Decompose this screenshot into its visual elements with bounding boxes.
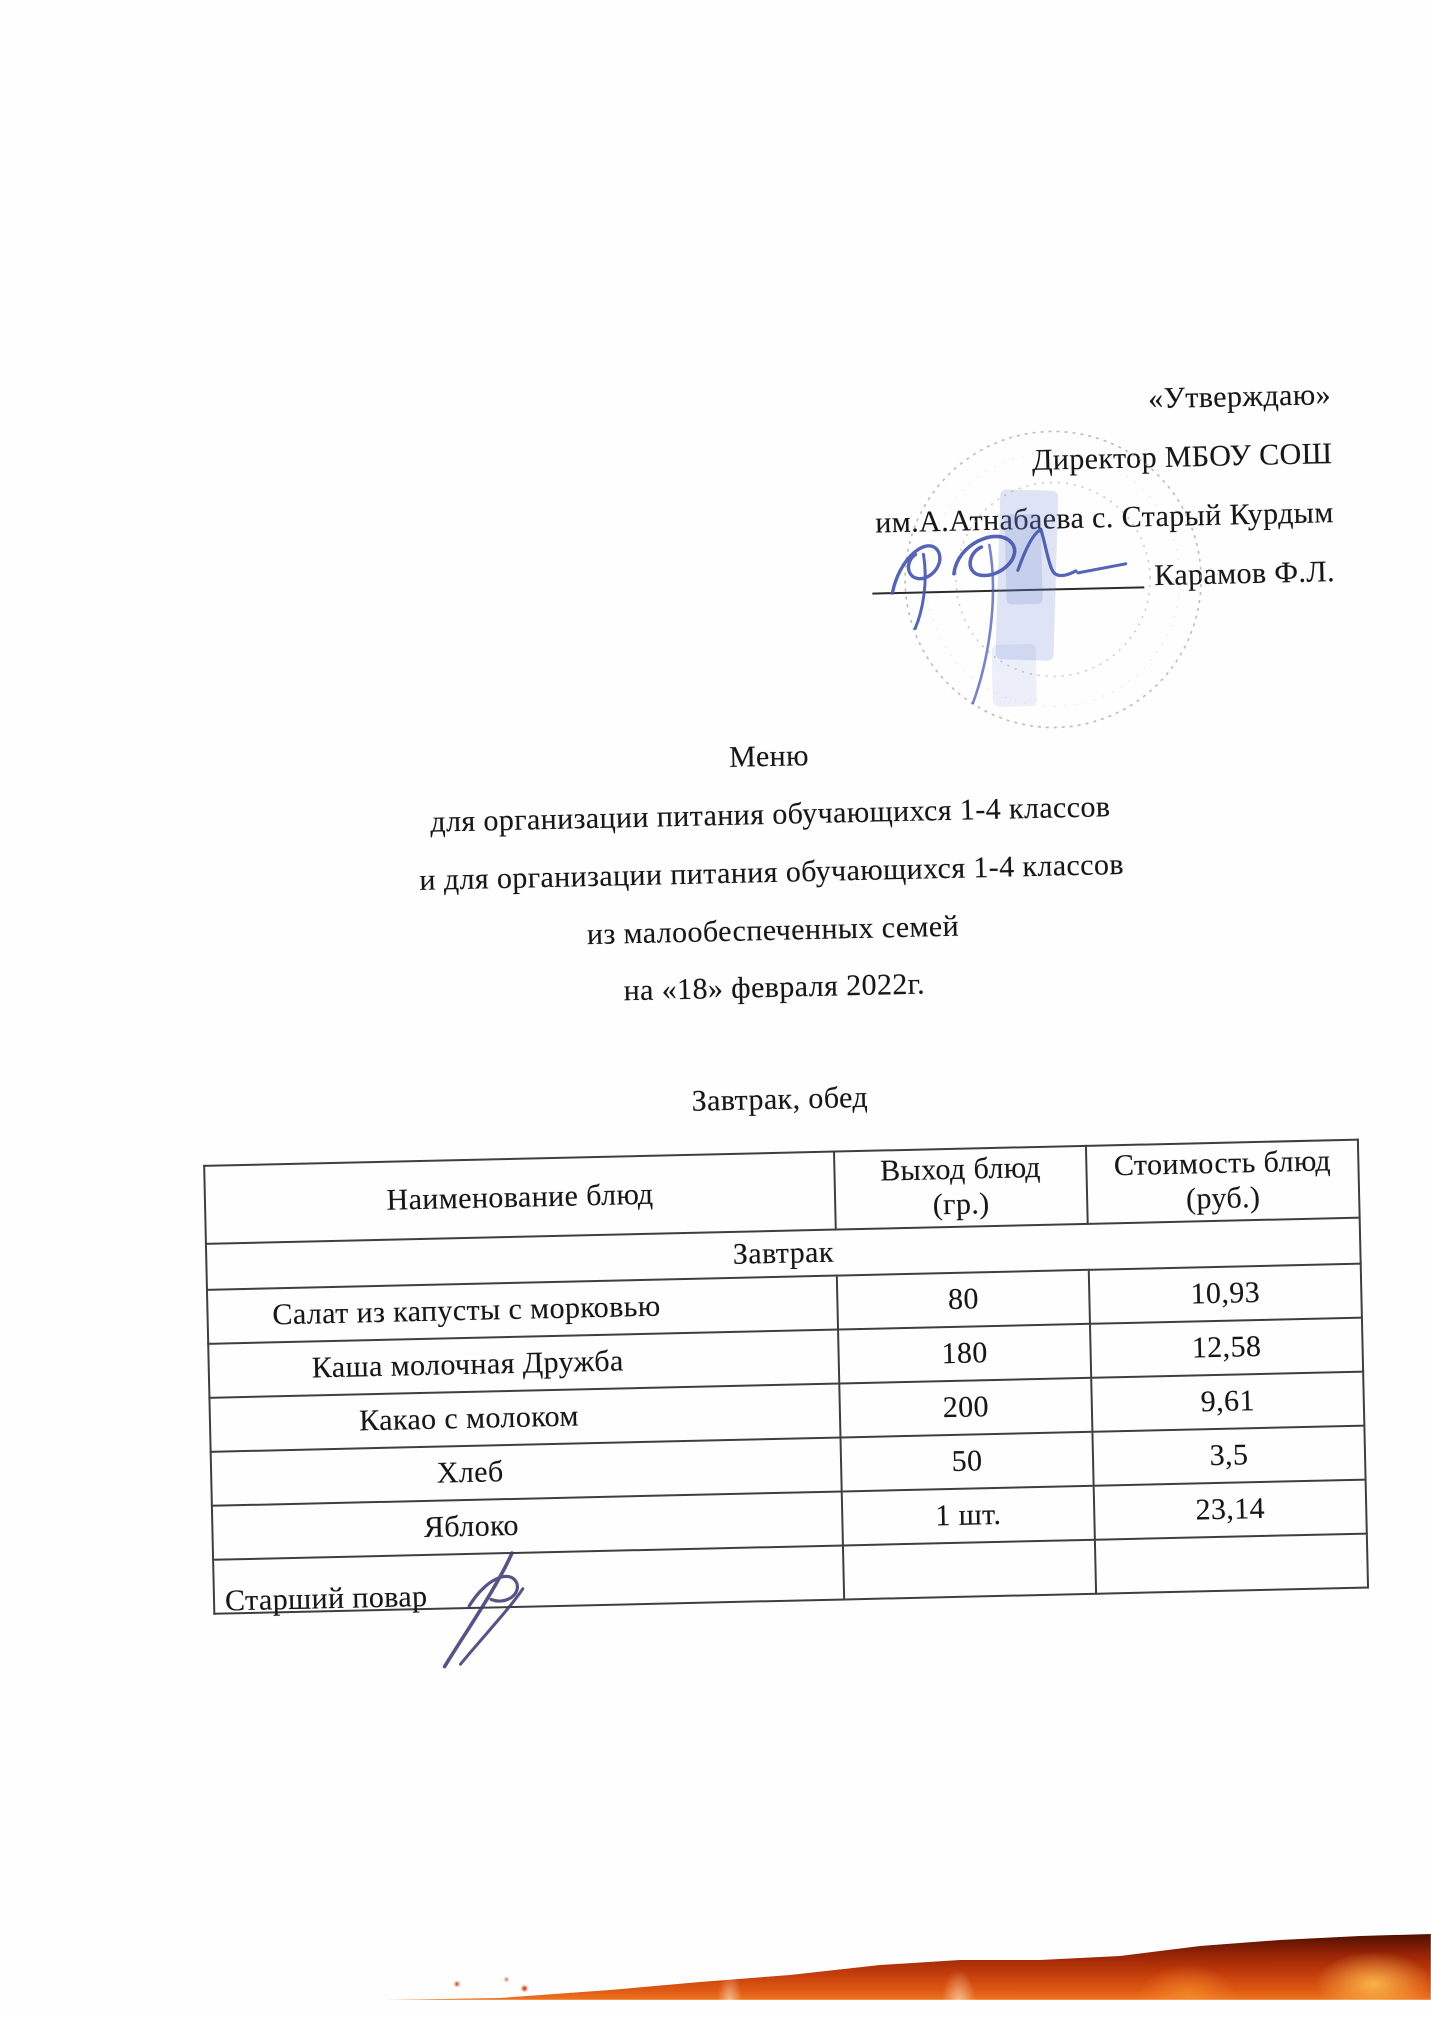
signer-name: Карамов Ф.Л.: [1153, 555, 1336, 593]
stamp-ink-blot: [988, 488, 1063, 707]
cost-cell: 12,58: [1090, 1318, 1363, 1378]
cost-cell: 23,14: [1094, 1480, 1367, 1540]
output-cell: 180: [838, 1324, 1091, 1384]
header-dish-name: [204, 1152, 836, 1244]
dish-name-cell: Салат из капусты с морковью: [207, 1276, 838, 1344]
header-output-unit: (гр.): [932, 1187, 990, 1222]
approval-line-director: Директор МБОУ СОШ: [1031, 437, 1333, 477]
menu-table: [203, 1139, 1369, 1615]
menu-title: Меню: [728, 739, 810, 774]
header-cost: [1086, 1140, 1360, 1224]
cost-cell: 9,61: [1091, 1372, 1364, 1432]
dish-name-cell: Какао с молоком: [209, 1384, 840, 1452]
output-cell: 200: [839, 1378, 1092, 1438]
section-label: Завтрак: [206, 1218, 1361, 1290]
menu-subtitle-3: из малообеспеченных семей: [586, 909, 960, 952]
approval-line-school: им.А.Атнабаева с. Старый Курдым: [874, 496, 1335, 540]
scan-speck: [455, 1982, 459, 1986]
dish-name-cell: Хлеб: [211, 1438, 842, 1506]
cost-cell: 3,5: [1092, 1426, 1365, 1486]
menu-subtitle-1: для организации питания обучающихся 1-4 классов: [429, 790, 1111, 839]
header-cost-unit: (руб.): [1185, 1180, 1261, 1216]
cost-cell: 10,93: [1089, 1264, 1362, 1324]
output-cell: 80: [837, 1270, 1090, 1330]
output-cell: 50: [840, 1432, 1093, 1492]
dish-name-cell: Каша молочная Дружба: [208, 1330, 839, 1398]
approval-line-approve: «Утверждаю»: [1147, 378, 1332, 416]
chef-label: Старший повар: [224, 1579, 428, 1618]
output-cell: 1 шт.: [842, 1486, 1095, 1546]
round-stamp-and-signature: [866, 389, 1275, 798]
header-dish-name-label: Наименование блюд: [386, 1177, 654, 1217]
header-output-label: Выход блюд: [879, 1151, 1042, 1188]
empty-cell: [843, 1540, 1096, 1600]
header-cost-label: Стоимость блюд: [1113, 1144, 1332, 1183]
header-output: [834, 1146, 1088, 1230]
dish-name-cell: Яблоко: [212, 1491, 843, 1559]
meal-heading: Завтрак, обед: [691, 1080, 869, 1118]
menu-subtitle-2: и для организации питания обучающихся 1-4 классов: [419, 847, 1125, 897]
menu-date-line: на «18» февраля 2022г.: [623, 967, 926, 1008]
empty-cell: [1095, 1534, 1368, 1594]
chef-signature: [424, 1538, 537, 1670]
scan-speck: [522, 1986, 527, 1991]
scan-speck: [505, 1978, 508, 1981]
